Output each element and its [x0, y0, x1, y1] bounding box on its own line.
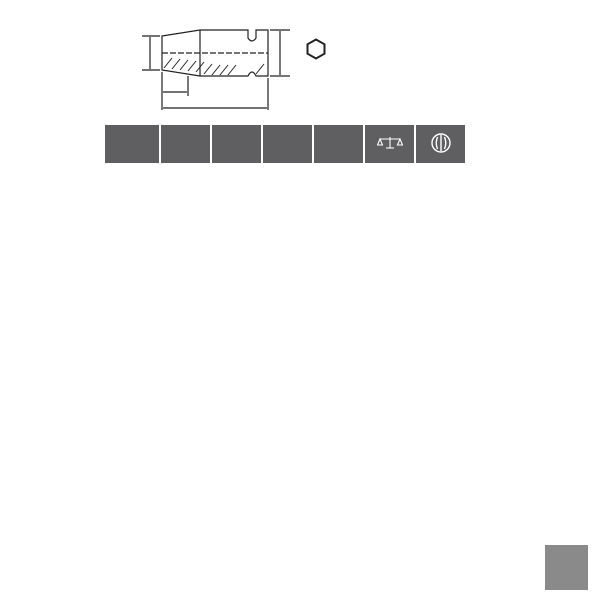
header-l [314, 125, 363, 163]
scale-icon [377, 136, 403, 150]
header-model [105, 125, 159, 163]
spec-table [103, 125, 467, 163]
socket-type-label [305, 38, 339, 60]
sample-image-badge [545, 545, 588, 590]
header-h [263, 125, 312, 163]
header-d2 [212, 125, 261, 163]
socket-dimension-diagram [140, 18, 300, 118]
header-d1 [161, 125, 210, 163]
hexagon-icon [305, 38, 327, 60]
header-weight [365, 125, 414, 163]
header-pin-ring [416, 125, 465, 163]
pin-ring-icon [430, 132, 452, 154]
table-header-row [105, 125, 465, 163]
